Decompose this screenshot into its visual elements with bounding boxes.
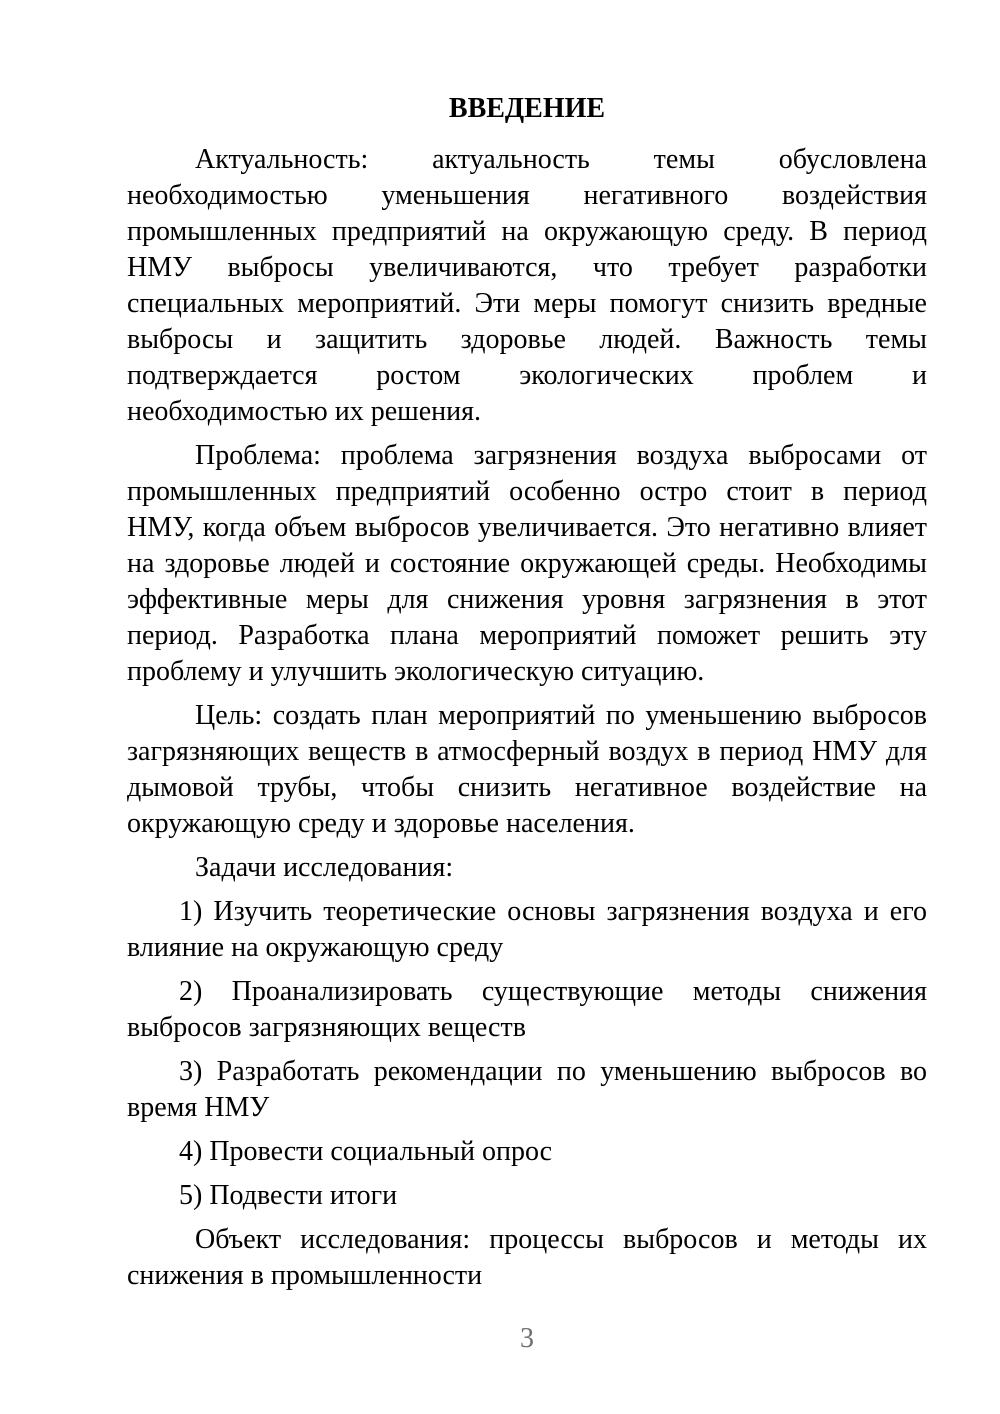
- task-item-4: 4) Провести социальный опрос: [179, 1136, 553, 1167]
- paragraph-relevance: Актуальность: актуальность темы обусловлена необходимостью уменьшения негативного воздействия промышленных предприятий на окружающую среду. В период НМУ выбросы увеличиваются, что требует разработки специальных мероприятий. Эти меры помогут снизить вредные выбросы и защитить здоровье людей. Важность темы подтверждается ростом экологических проблем и необходимостью их решения.: [127, 144, 927, 427]
- task-item-5: 5) Подвести итоги: [179, 1180, 398, 1211]
- task-item-3: 3) Разработать рекомендации по уменьшению выбросов во время НМУ: [127, 1056, 927, 1123]
- paragraph-problem: Проблема: проблема загрязнения воздуха выбросами от промышленных предприятий особенно остро стоит в период НМУ, когда объем выбросов увеличивается. Это негативно влияет на здоровье людей и состояние окружающей среды. Необходимы эффективные меры для снижения уровня загрязнения в этот период. Разработка плана мероприятий поможет решить эту проблему и улучшить экологическую ситуацию.: [127, 440, 927, 687]
- tasks-heading: Задачи исследования:: [195, 852, 454, 883]
- paragraph-research-object: Объект исследования: процессы выбросов и методы их снижения в промышленности: [127, 1224, 927, 1291]
- section-heading: ВВЕДЕНИЕ: [448, 93, 606, 124]
- task-item-2: 2) Проанализировать существующие методы снижения выбросов загрязняющих веществ: [127, 976, 927, 1043]
- paragraph-goal: Цель: создать план мероприятий по уменьшению выбросов загрязняющих веществ в атмосферный воздух в период НМУ для дымовой трубы, чтобы снизить негативное воздействие на окружающую среду и здоровье населения.: [127, 700, 927, 839]
- page-number: 3: [520, 1323, 534, 1354]
- task-item-1: 1) Изучить теоретические основы загрязнения воздуха и его влияние на окружающую среду: [127, 896, 927, 963]
